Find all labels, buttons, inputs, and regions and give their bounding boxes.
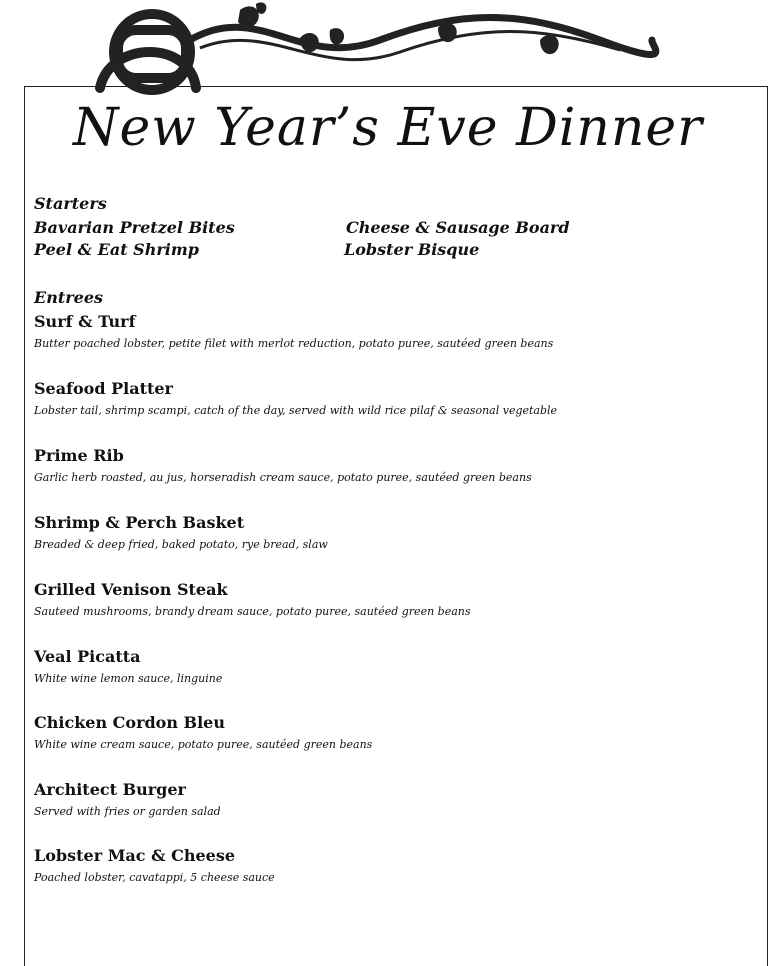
entree-item <box>34 845 764 889</box>
starter-item: Cheese & Sausage Board <box>346 218 570 237</box>
entree-item <box>34 512 764 556</box>
entrees-heading: Entrees <box>34 288 104 307</box>
page-title: New Year’s Eve Dinner <box>72 98 704 158</box>
starters-heading: Starters <box>34 194 107 213</box>
entree-description: Butter poached lobster, petite filet with merlot reduction, potato puree, sautéed green beans <box>34 337 554 350</box>
entree-name: Veal Picatta <box>34 647 141 666</box>
entree-item <box>34 445 764 489</box>
entree-item <box>34 712 764 756</box>
entree-name: Architect Burger <box>34 780 186 799</box>
entree-name: Grilled Venison Steak <box>34 580 228 599</box>
entree-name: Surf & Turf <box>34 312 136 331</box>
entree-name: Chicken Cordon Bleu <box>34 713 225 732</box>
entree-description: Sauteed mushrooms, brandy dream sauce, potato puree, sautéed green beans <box>34 605 471 618</box>
entree-description: White wine cream sauce, potato puree, sautéed green beans <box>34 738 373 751</box>
entree-item <box>34 646 764 690</box>
entree-description: Breaded & deep fried, baked potato, rye bread, slaw <box>34 538 328 551</box>
starter-item: Peel & Eat Shrimp <box>34 240 199 259</box>
entree-description: Poached lobster, cavatappi, 5 cheese sauce <box>34 871 275 884</box>
entree-name: Shrimp & Perch Basket <box>34 513 245 532</box>
starter-item: Lobster Bisque <box>344 240 480 259</box>
entree-description: White wine lemon sauce, linguine <box>34 672 223 685</box>
entree-item <box>34 378 764 422</box>
starter-item: Bavarian Pretzel Bites <box>34 218 235 237</box>
entree-item <box>34 579 764 623</box>
entree-name: Lobster Mac & Cheese <box>34 846 236 865</box>
entree-description: Lobster tail, shrimp scampi, catch of the day, served with wild rice pilaf & seasonal vegetable <box>34 404 558 417</box>
entree-name: Prime Rib <box>34 446 124 465</box>
entree-item <box>34 779 764 823</box>
entree-description: Served with fries or garden salad <box>34 805 221 818</box>
celtic-vine-ornament <box>0 0 776 100</box>
entree-name: Seafood Platter <box>34 379 173 398</box>
entree-description: Garlic herb roasted, au jus, horseradish cream sauce, potato puree, sautéed green beans <box>34 471 532 484</box>
entree-item <box>34 311 764 355</box>
